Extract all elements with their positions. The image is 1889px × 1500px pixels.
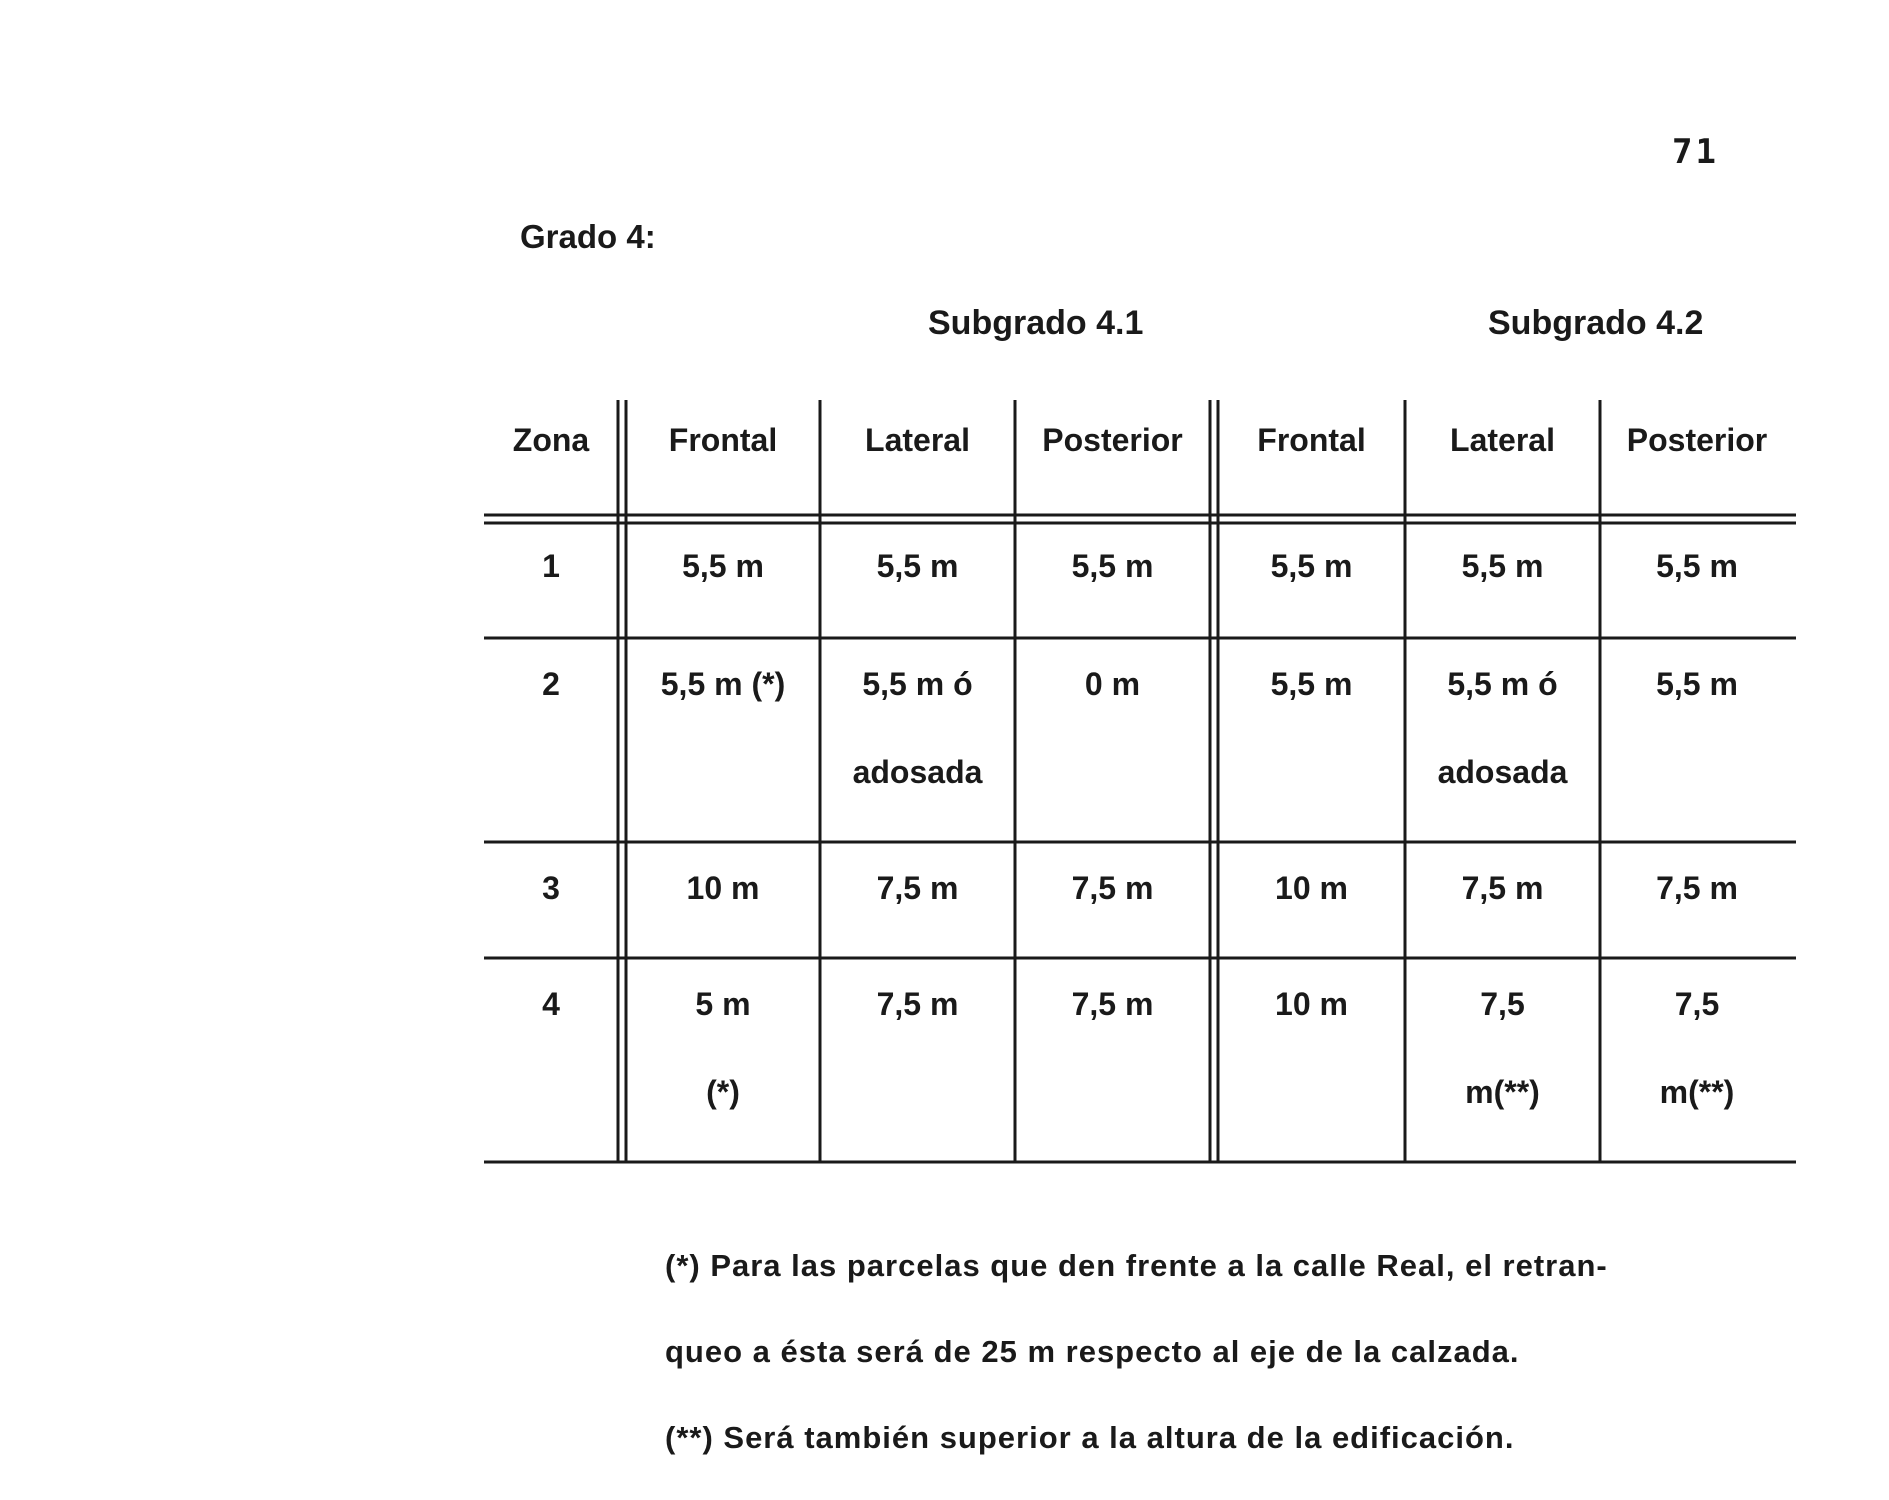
subgrado-4-1-title: Subgrado 4.1 xyxy=(928,304,1144,342)
table-cell-r2-c7-line1: 5,5 m xyxy=(1656,666,1738,702)
table-header-posterior-1: Posterior xyxy=(1042,422,1183,458)
table-cell-r4-c6-line1: 7,5 xyxy=(1480,986,1525,1022)
table-cell-r2-c4-line1: 0 m xyxy=(1084,666,1141,702)
table-cell-r4-c2-line1: 5 m xyxy=(695,986,751,1022)
table-cell-r1-c3-line1: 5,5 m xyxy=(876,548,959,584)
table-header-lateral-2: Lateral xyxy=(1450,422,1555,458)
table-cell-r4-c5-line1: 10 m xyxy=(1275,986,1348,1022)
table-cell-r4-c4-line1: 7,5 m xyxy=(1071,986,1154,1022)
section-heading: Grado 4: xyxy=(520,218,656,255)
table-cell-r3-c3-line1: 7,5 m xyxy=(876,870,959,906)
footnote-1-line-2: queo a ésta será de 25 m respecto al eje de la calzada. xyxy=(665,1334,1520,1369)
page-number: 71 xyxy=(1672,132,1719,172)
table-header-lateral-1: Lateral xyxy=(865,422,970,458)
table-cell-r1-c4-line1: 5,5 m xyxy=(1071,548,1154,584)
table-cell-r2-c3-line2: adosada xyxy=(852,754,983,790)
table-header-frontal-2: Frontal xyxy=(1257,422,1366,458)
table-cell-r4-c7-line1: 7,5 xyxy=(1674,986,1720,1022)
table-cell-r2-c3-line1: 5,5 m ó xyxy=(862,666,973,702)
footnote-2: (**) Será también superior a la altura de la edificación. xyxy=(665,1420,1515,1455)
table-cell-r3-c1-line1: 3 xyxy=(542,870,560,906)
table-cell-r1-c6-line1: 5,5 m xyxy=(1461,548,1544,584)
table-header-posterior-2: Posterior xyxy=(1626,422,1768,458)
footnote-1-line-1: (*) Para las parcelas que den frente a la calle Real, el retran- xyxy=(665,1248,1608,1283)
table-cell-r4-c7-line2: m(**) xyxy=(1659,1074,1735,1110)
table-cell-r2-c6-line2: adosada xyxy=(1437,754,1568,790)
table-cell-r1-c1-line1: 1 xyxy=(542,548,560,584)
table-header-frontal-1: Frontal xyxy=(668,422,778,458)
table-cell-r3-c4-line1: 7,5 m xyxy=(1071,870,1154,906)
table-cell-r1-c5-line1: 5,5 m xyxy=(1270,548,1353,584)
table-cell-r4-c2-line2: (*) xyxy=(706,1074,740,1110)
table-cell-r1-c7-line1: 5,5 m xyxy=(1656,548,1738,584)
table-cell-r1-c2-line1: 5,5 m xyxy=(682,548,764,584)
table-cell-r4-c6-line2: m(**) xyxy=(1465,1074,1540,1110)
table-cell-r4-c1-line1: 4 xyxy=(542,986,560,1022)
table-cell-r2-c1-line1: 2 xyxy=(542,666,560,702)
table-cell-r2-c6-line1: 5,5 m ó xyxy=(1447,666,1558,702)
table-cell-r2-c2-line1: 5,5 m (*) xyxy=(660,666,786,702)
table-cell-r3-c7-line1: 7,5 m xyxy=(1656,870,1738,906)
table-cell-r4-c3-line1: 7,5 m xyxy=(876,986,959,1022)
subgrado-4-2-title: Subgrado 4.2 xyxy=(1488,304,1704,342)
table-header-zona: Zona xyxy=(512,422,590,458)
table-cell-r3-c2-line1: 10 m xyxy=(686,870,760,906)
table-cell-r3-c5-line1: 10 m xyxy=(1275,870,1348,906)
table-cell-r3-c6-line1: 7,5 m xyxy=(1461,870,1544,906)
table-cell-r2-c5-line1: 5,5 m xyxy=(1270,666,1353,702)
